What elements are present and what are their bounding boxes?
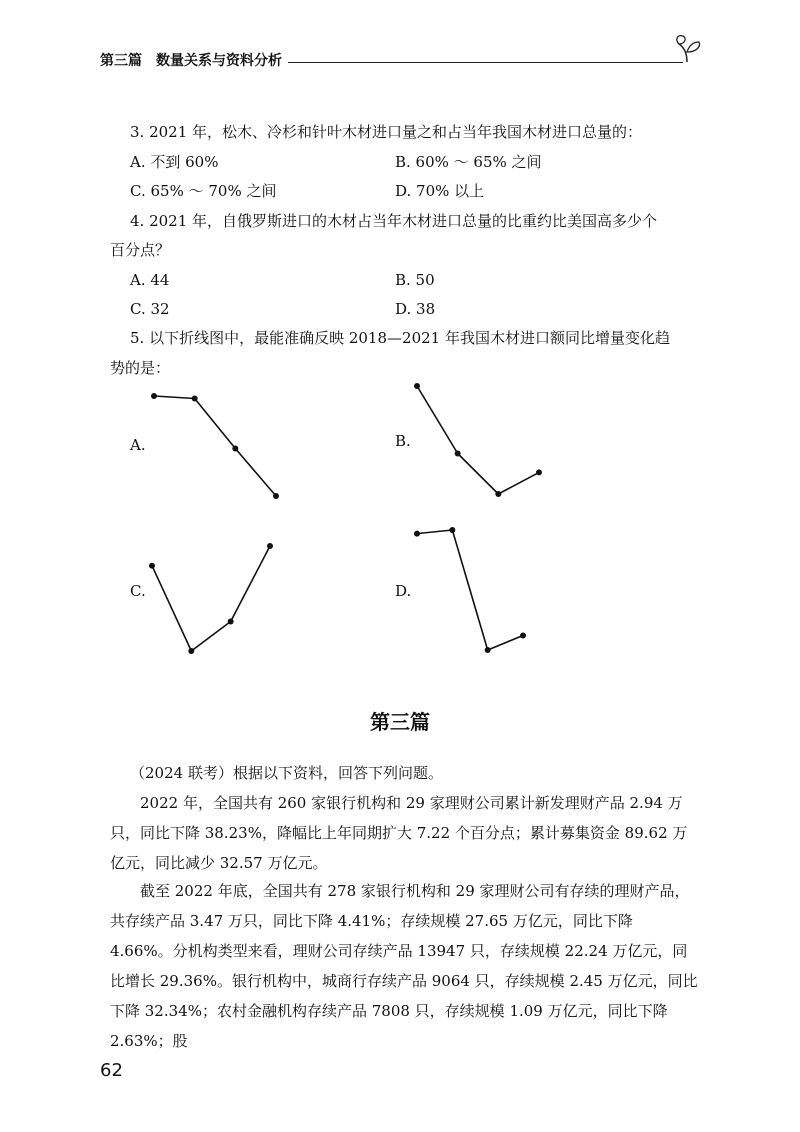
question-3-stem: 3. 2021 年，松木、冷杉和针叶木材进口量之和占当年我国木材进口总量的： [130, 123, 643, 141]
question-3-option-b: B. 60% ～ 65% 之间 [395, 153, 542, 171]
chart-b-point-2018 [414, 383, 420, 389]
question-5-stem-line1: 5. 以下折线图中，最能准确反映 2018—2021 年我国木材进口额同比增量变化趋 [130, 329, 670, 347]
passage-intro: （2024 联考）根据以下资料，回答下列问题。 [130, 764, 443, 782]
chart-b-segment-3 [498, 472, 539, 494]
question-4-option-d: D. 38 [395, 300, 436, 318]
sprout-icon [673, 32, 705, 66]
page-number: 62 [100, 1060, 123, 1081]
chart-c-point-2019 [188, 648, 194, 654]
question-4-stem-line1: 4. 2021 年，自俄罗斯进口的木材占当年木材进口总量的比重约比美国高多少个 [130, 212, 658, 230]
graph-c-label: C. [130, 582, 146, 600]
chart-a-segment-2 [195, 399, 236, 449]
line-chart-c [140, 536, 290, 661]
chart-d-point-2021 [520, 632, 526, 638]
chart-d-segment-1 [417, 530, 452, 534]
chart-b-point-2019 [455, 451, 461, 457]
chart-c-point-2021 [267, 543, 273, 549]
chart-c-point-2020 [228, 618, 234, 624]
chart-d-point-2020 [485, 647, 491, 653]
question-4-option-a: A. 44 [130, 271, 170, 289]
chart-a-point-2019 [192, 396, 198, 402]
line-chart-b [405, 376, 555, 506]
chart-b-segment-2 [458, 454, 499, 495]
passage-paragraph-2: 截至 2022 年底，全国共有 278 家银行机构和 29 家理财公司有存续的理财产品，共存续产品 3.47 万只，同比下降 4.41%；存续规模 27.65 万亿元，同比下降 4.66%。分机构类型来看，理财公司存续产品 13947 只，存续规模 22.24 万亿元，同比增长 29.36%。银行机构中，城商行存续产品 9064 只，存续规模 2.45 万亿元，同比下降 32.34%；农村金融机构存续产品 7808 只，存续规模 1.09 万亿元，同比下降 2.63%；股 [110, 882, 698, 1050]
question-4-option-b: B. 50 [395, 271, 435, 289]
passage-paragraph-1: 2022 年，全国共有 260 家银行机构和 29 家理财公司累计新发理财产品 2.94 万只，同比下降 38.23%，降幅比上年同期扩大 7.22 个百分点；累计募集资金 89.62 万亿元，同比减少 32.57 万亿元。 [110, 794, 688, 872]
chart-c-segment-2 [191, 621, 230, 651]
chart-c-segment-1 [152, 566, 191, 651]
line-chart-d [405, 518, 555, 658]
question-3-option-c: C. 65% ～ 70% 之间 [130, 182, 277, 200]
graph-a-label: A. [130, 436, 146, 454]
chart-a-point-2021 [273, 493, 279, 499]
chart-d-point-2019 [449, 527, 455, 533]
question-4-stem-line2: 百分点？ [110, 241, 171, 259]
chart-d-segment-2 [452, 530, 487, 650]
header-rule [288, 62, 683, 63]
chart-d-point-2018 [414, 531, 420, 537]
chart-d-segment-3 [488, 635, 523, 650]
chart-b-point-2021 [536, 469, 542, 475]
chart-a-point-2018 [151, 393, 157, 399]
chart-a-point-2020 [232, 446, 238, 452]
graph-b-label: B. [395, 432, 411, 450]
graph-d-label: D. [395, 582, 412, 600]
chart-b-point-2020 [495, 491, 501, 497]
question-3-option-d: D. 70% 以上 [395, 182, 485, 200]
question-3-option-a: A. 不到 60% [130, 153, 219, 171]
line-chart-a [140, 386, 290, 506]
section-title: 第三篇 [370, 710, 430, 734]
question-5-stem-line2: 势的是： [110, 359, 171, 377]
chart-c-point-2018 [149, 563, 155, 569]
header-title: 第三篇 数量关系与资料分析 [100, 50, 290, 70]
chart-a-segment-3 [235, 449, 276, 497]
chart-c-segment-3 [231, 546, 270, 621]
page-header [88, 44, 698, 74]
question-4-option-c: C. 32 [130, 300, 170, 318]
chart-a-segment-1 [154, 396, 195, 399]
chart-b-segment-1 [417, 386, 458, 454]
